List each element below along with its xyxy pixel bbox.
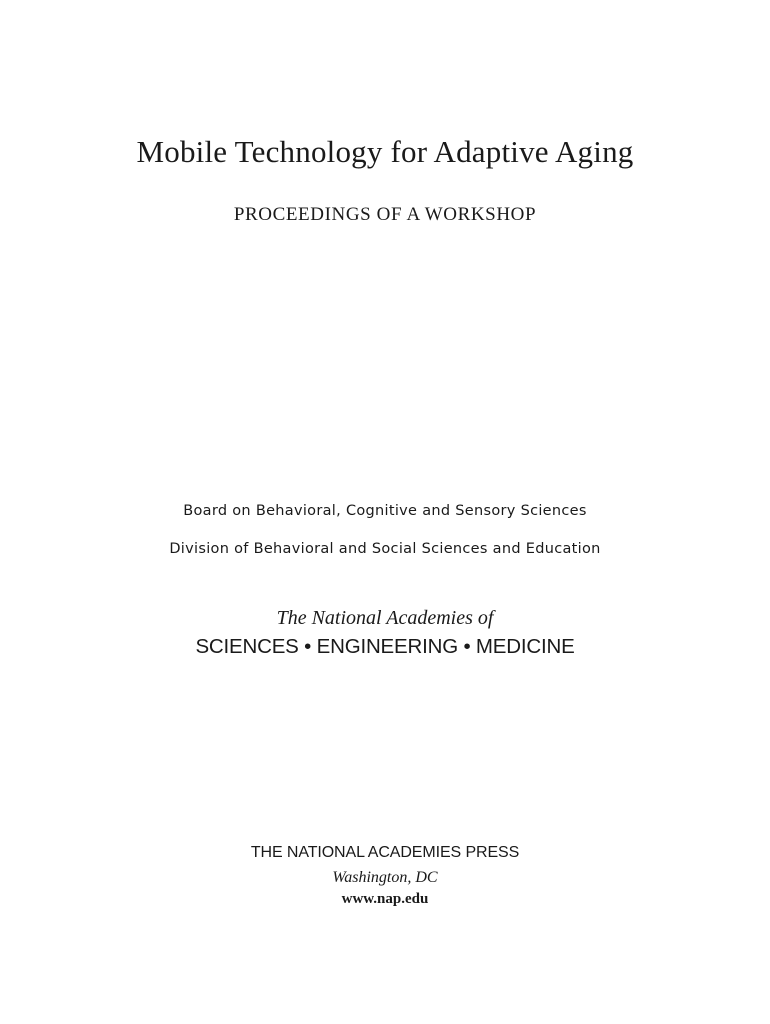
academies-logo-line1: The National Academies of [276, 607, 494, 629]
publisher-website: www.nap.edu [341, 891, 429, 907]
publisher-name: THE NATIONAL ACADEMIES PRESS [250, 844, 520, 861]
board-name: Board on Behavioral, Cognitive and Sensory Sciences [183, 503, 587, 519]
report-subtitle: PROCEEDINGS OF A WORKSHOP [233, 204, 537, 225]
report-title: Mobile Technology for Adaptive Aging [136, 134, 634, 169]
division-name: Division of Behavioral and Social Sciences and Education [169, 541, 601, 557]
publisher-location: Washington, DC [332, 869, 438, 886]
academies-logo-line2: SCIENCES • ENGINEERING • MEDICINE [195, 635, 575, 658]
